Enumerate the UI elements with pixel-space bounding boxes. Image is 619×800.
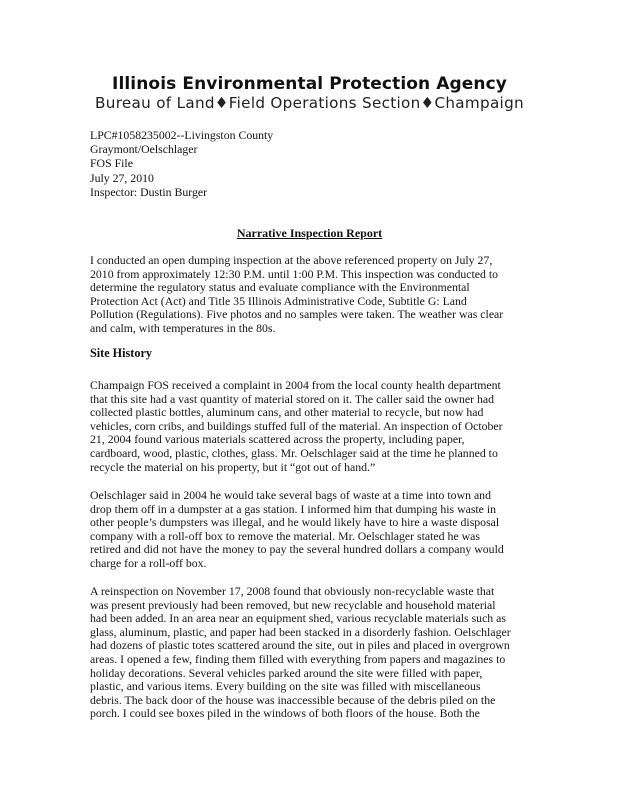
text-line: had dozens of plastic totes scattered around the site, out in piles and placed in overgrown (90, 638, 510, 653)
text-line: 21, 2004 found various materials scattered across the property, including paper, (90, 432, 465, 447)
text-line: other people’s dumpsters was illegal, and he would likely have to hire a waste disposal (90, 515, 500, 530)
paragraph-2008-reinspection (90, 585, 530, 721)
paragraph-site-history (90, 379, 530, 474)
text-line: 2010 from approximately 12:30 P.M. until 1:00 P.M. This inspection was conducted to (90, 266, 499, 281)
text-line: that this site had a vast quantity of material stored on it. The caller said the owner had (90, 391, 495, 406)
paragraph-2004-dumping (90, 489, 530, 571)
text-line: I conducted an open dumping inspection at the above referenced property on July 27, (90, 253, 493, 267)
text-line: drop them off in a dumpster at a gas station. I informed him that dumping his waste in (90, 501, 497, 516)
report-title: Narrative Inspection Report (236, 226, 383, 240)
meta-line: FOS File (90, 156, 133, 171)
text-line: porch. I could see boxes piled in the windows of both floors of the house. Both the (90, 706, 480, 721)
text-line: Champaign FOS received a complaint in 2004 from the local county health department (90, 378, 501, 392)
text-line: had been added. In an area near an equipment shed, various recyclable materials such as (90, 611, 506, 626)
text-line: Protection Act (Act) and Title 35 Illinois Administrative Code, Subtitle G: Land (90, 293, 467, 308)
text-line: glass, aluminum, plastic, and paper had been stacked in a disorderly fashion. Oelschlager (90, 624, 511, 639)
text-line: areas. I opened a few, finding them filled with everything from papers and magazines to (90, 651, 506, 666)
text-line: cardboard, wood, plastic, clothes, glass. Mr. Oelschlager said at the time he planned to (90, 445, 498, 460)
text-line: Pollution (Regulations). Five photos and no samples were taken. The weather was clear (90, 307, 504, 322)
bureau-line: Bureau of Land♦Field Operations Section♦Champaign (95, 94, 524, 112)
text-line: collected plastic bottles, aluminum cans, and other material to recycle, but now had (90, 405, 484, 420)
text-line: retired and did not have the money to pay the several hundred dollars a company would (90, 542, 504, 557)
text-line: plastic, and various items. Every building on the site was filled with miscellaneous (90, 679, 481, 694)
paragraph-intro (90, 254, 530, 336)
text-line: vehicles, corn cribs, and buildings stuffed full of the material. An inspection of October (90, 418, 503, 433)
section-heading: Site History (90, 346, 152, 360)
text-line: debris. The back door of the house was inaccessible because of the debris piled on the (90, 692, 496, 707)
text-line: and calm, with temperatures in the 80s. (90, 320, 276, 335)
meta-line: LPC#1058235002--Livingston County (90, 128, 274, 142)
text-line: determine the regulatory status and evaluate compliance with the Environmental (90, 280, 470, 295)
text-line: company with a roll-off box to remove the material. Mr. Oelschlager stated he was (90, 528, 480, 543)
meta-line: Inspector: Dustin Burger (90, 184, 208, 199)
text-line: holiday decorations. Several vehicles parked around the site were filled with paper, (90, 665, 483, 680)
meta-line: Graymont/Oelschlager (90, 142, 198, 157)
text-line: charge for a roll-off box. (90, 555, 207, 570)
text-line: was present previously had been removed, but new recyclable and household material (90, 597, 496, 612)
meta-line: July 27, 2010 (90, 170, 154, 185)
report-metadata (90, 128, 273, 199)
text-line: A reinspection on November 17, 2008 found that obviously non-recyclable waste that (90, 584, 495, 598)
text-line: Oelschlager said in 2004 he would take several bags of waste at a time into town and (90, 488, 491, 502)
text-line: recycle the material on his property, but it “got out of hand.” (90, 459, 376, 474)
agency-name: Illinois Environmental Protection Agency (112, 74, 507, 94)
